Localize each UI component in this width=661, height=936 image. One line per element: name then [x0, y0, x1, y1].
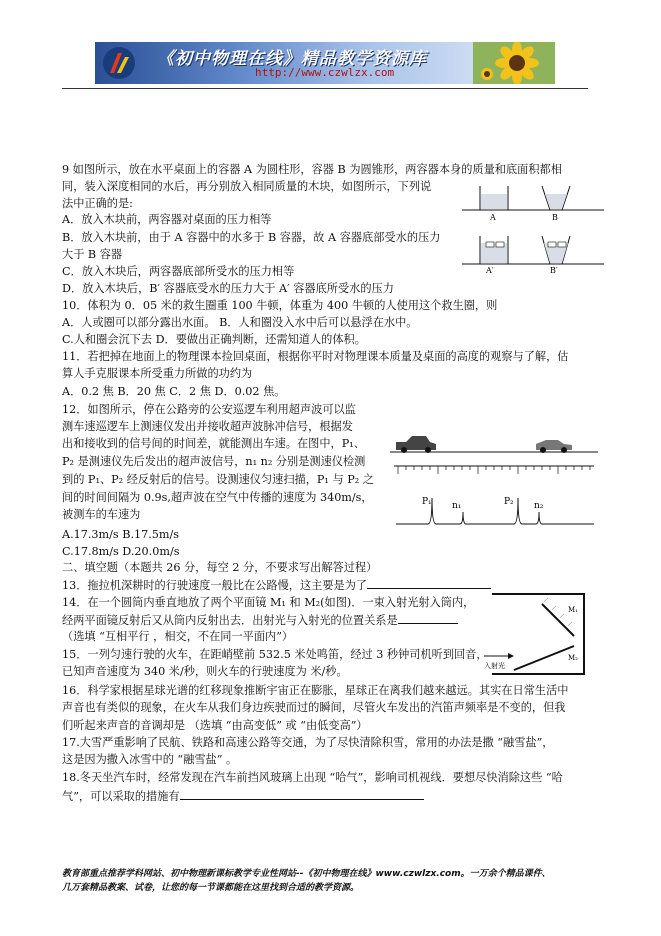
q17-line-1: 17.大雪严重影响了民航、铁路和高速公路等交通，为了尽快清除积雪，常用的办法是撒 “融雪盐”，: [62, 736, 554, 749]
ultrasound-figure: [386, 412, 598, 530]
q12-options-ab: A.17.3m/s B.17.5m/s: [62, 528, 180, 541]
q12-line-1: 12．如图所示，停在公路旁的公安巡逻车利用超声波可以监: [62, 403, 356, 416]
q12-line-2: 测车速巡逻车上测速仪发出并接收超声波脉冲信号，根据发: [62, 420, 353, 433]
sunflower-icon: [473, 42, 555, 84]
site-logo-icon: [101, 45, 137, 81]
q12-line-4: P₂ 是测速仪先后发出的超声波信号，n₁ n₂ 分别是测速仪检测: [62, 455, 366, 468]
q16-line-2: 声音也有类似的现象，在火车从我们身边疾驶而过的瞬间，尽管火车发出的汽笛声频率是不变的，但我: [62, 701, 566, 714]
container-b-prime-label: B′: [550, 266, 558, 274]
q13-answer-blank[interactable]: [367, 578, 491, 589]
header-banner: [95, 42, 555, 84]
container-b-label: B: [552, 213, 558, 222]
incident-light-label: 入射光: [484, 662, 505, 670]
q18-line-2: 气”，可以采取的措施有: [62, 789, 424, 803]
q9-option-a: A．放入木块前，两容器对桌面的压力相等: [62, 213, 272, 226]
q9-line-3: 法中正确的是:: [62, 197, 133, 210]
signal-n2-label: n₂: [534, 501, 544, 511]
signal-p2-label: P₂: [504, 497, 514, 507]
container-a-label: A: [490, 213, 496, 222]
q12-options-cd: C.17.8m/s D.20.0m/s: [62, 545, 180, 558]
q11-options: A．0.2 焦 B．20 焦 C．2 焦 D．0.02 焦。: [62, 385, 286, 398]
q18-line-1: 18.冬天坐汽车时，经常发现在汽车前挡风玻璃上出现 “哈气”，影响司机视线．要想尽快消除这些 “哈: [62, 771, 563, 784]
q14-line-1: 14．在一个圆筒内垂直地放了两个平面镜 M₁ 和 M₂(如图)．一束入射光射入筒内，: [62, 596, 475, 609]
q16-line-3: 们听起来声音的音调却是 （选填 “由高变低” 或 “由低变高”）: [62, 719, 368, 732]
q12-line-5: 到的 P₁、P₂ 经反射后的信号。设测速仪匀速扫描，P₁ 与 P₂ 之: [62, 473, 374, 486]
patrol-car-icon: [396, 436, 436, 453]
containers-figure: [462, 180, 604, 274]
q12-line-6: 间的时间间隔为 0.9s,超声波在空气中传播的速度为 340m/s，: [62, 491, 373, 504]
q13-line: 13．拖拉机深耕时的行驶速度一般比在公路慢，这主要是为了: [62, 578, 491, 592]
q18-answer-blank[interactable]: [180, 789, 424, 800]
mirror-m2-label: M₂: [568, 654, 578, 662]
mirror-m1-label: M₁: [568, 606, 578, 614]
q16-line-1: 16．科学家根据星球光谱的红移现象推断宇宙正在膨胀，星球正在离我们越来越远。其实在日常生活中: [62, 684, 569, 697]
q11-line-1: 11．若把掉在地面上的物理课本捡回桌面，根据你平时对物理课本质量及桌面的高度的观察与了解，估: [62, 350, 569, 363]
q14-line-3: （选填 “互相平行 ，相交，不在同一平面内”）: [62, 630, 294, 643]
time-scale-ticks: [398, 466, 590, 474]
q10-stem: 10．体积为 0．05 米的救生圈重 100 牛顿，体重为 400 牛顿的人使用这个救生圈，则: [62, 299, 498, 312]
q10-options-cd: C.人和圈会沉下去 D．要做出正确判断，还需知道人的体积。: [62, 333, 366, 346]
target-car-icon: [536, 440, 572, 453]
section-2-heading: 二、填空题（本题共 26 分，每空 2 分，不要求写出解答过程）: [62, 561, 378, 574]
footer-line-2: 几万套精品教案、试卷，让您的每一节课都能在这里找到合适的教学资源。: [62, 883, 360, 893]
mirror-m2: [514, 646, 574, 670]
q12-line-3: 出和接收到的信号间的时间差，就能测出车速。在图中，P₁、: [62, 437, 365, 450]
q9-option-b-cont: 大于 B 容器: [62, 248, 123, 261]
signal-p1-label: P₁: [422, 497, 432, 507]
q10-options-ab: A．人或圈可以部分露出水面。 B．人和圈没入水中后可以悬浮在水中。: [62, 316, 418, 329]
banner-title: 《初中物理在线》精品教学资源库: [157, 49, 427, 69]
mirror-figure: [484, 590, 594, 678]
q14-line-2: 经两平面镜反射后又从筒内反射出去．出射光与入射光的位置关系是: [62, 613, 458, 627]
q12-line-7: 被测车的车速为: [62, 508, 141, 521]
q9-option-b: B．放入木块前，由于 A 容器中的水多于 B 容器，故 A 容器底部受水的压力: [62, 231, 441, 244]
q15-line-1: 15．一列匀速行驶的火车，在距峭壁前 532.5 米处鸣笛，经过 3 秒钟司机听到回音，: [62, 648, 488, 661]
footer-line-1: 教育部重点推荐学科网站、初中物理新课标教学专业性网站--《初中物理在线》www.czwlzx.com。一万余个精品课件、: [62, 869, 551, 879]
header-divider: [62, 88, 588, 89]
q9-line-1: 9 如图所示，放在水平桌面上的容器 A 为圆柱形，容器 B 为圆锥形，两容器本身的质量和底面积都相: [62, 163, 562, 176]
q11-line-2: 算人手克服课本所受重力所做的功约为: [62, 367, 253, 380]
container-a-prime-label: A′: [486, 266, 494, 274]
q17-line-2: 这是因为撒入冰雪中的 “融雪盐” 。: [62, 753, 238, 766]
q9-option-c: C．放入木块后，两容器底部所受水的压力相等: [62, 265, 295, 278]
q9-option-d: D．放入木块后，B′ 容器底受水的压力大于 A′ 容器底所受水的压力: [62, 282, 394, 295]
q15-line-2: 已知声音速度为 340 米/秒，则火车的行驶速度为 米/秒。: [62, 665, 348, 678]
signal-n1-label: n₁: [452, 501, 462, 511]
q14-answer-blank[interactable]: [398, 613, 458, 624]
q9-line-2: 同，装入深度相同的水后，再分别放入相同质量的木块，如图所示，下列说: [62, 180, 432, 193]
banner-url[interactable]: http://www.czwlzx.com: [255, 66, 395, 79]
